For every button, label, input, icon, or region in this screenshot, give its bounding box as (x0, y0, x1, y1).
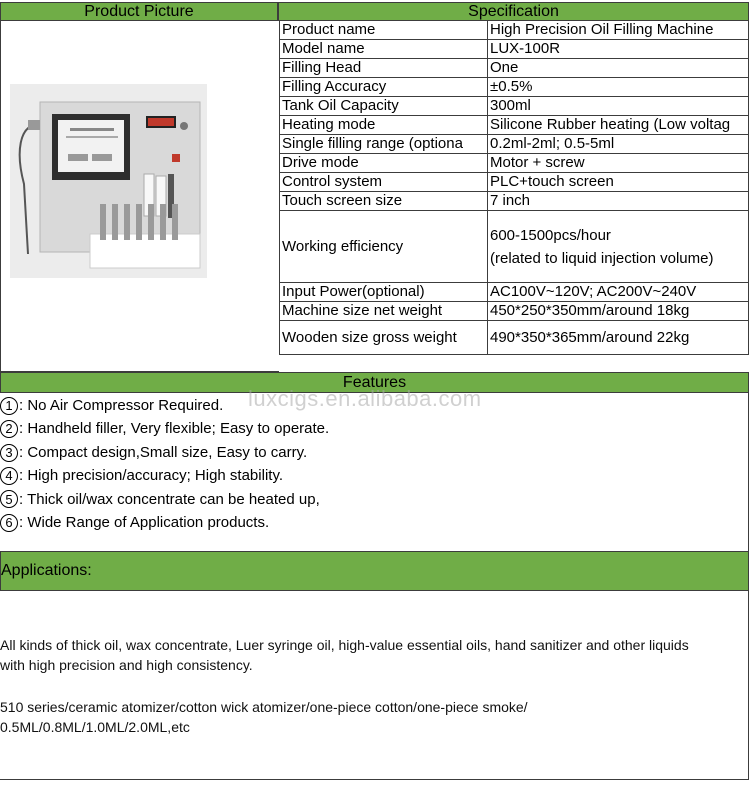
spec-value: ±0.5% (488, 78, 749, 97)
applications-header (0, 551, 749, 591)
feature-text: : Compact design,Small size, Easy to carry. (19, 443, 308, 461)
product-photo (10, 84, 207, 278)
number-circle-icon: 3 (0, 444, 18, 462)
feature-item (0, 441, 749, 464)
feature-text: : Handheld filler, Very flexible; Easy to operate. (19, 420, 330, 438)
spec-value: PLC+touch screen (488, 173, 749, 192)
spec-row (280, 116, 749, 135)
spec-row (280, 21, 749, 40)
spec-value: Silicone Rubber heating (Low voltag (488, 116, 749, 135)
spec-label: Drive mode (280, 154, 488, 173)
spec-label: Filling Accuracy (280, 78, 488, 97)
spec-row (280, 154, 749, 173)
spec-row (280, 135, 749, 154)
spec-label: Model name (280, 40, 488, 59)
spec-label: Wooden size gross weight (280, 321, 488, 355)
feature-text: : Wide Range of Application products. (19, 514, 270, 532)
spec-value: High Precision Oil Filling Machine (488, 21, 749, 40)
spec-label: Machine size net weight (280, 302, 488, 321)
specification-title: Specification (468, 2, 559, 20)
spec-value: Motor + screw (488, 154, 749, 173)
spec-row (280, 173, 749, 192)
spec-label: Control system (280, 173, 488, 192)
application-text: 510 series/ceramic atomizer/cotton wick atomizer/one-piece cotton/one-piece smoke/ (0, 699, 528, 715)
applications-title: Applications: (1, 562, 92, 579)
specification-table (279, 20, 749, 355)
spec-label: Input Power(optional) (280, 283, 488, 302)
spec-value: One (488, 59, 749, 78)
watermark: luxcigs.en.alibaba.com (248, 386, 482, 411)
spec-row (280, 211, 749, 283)
number-circle-icon: 4 (0, 467, 18, 485)
spec-value: 7 inch (488, 192, 749, 211)
spec-value: 600-1500pcs/hour (490, 226, 611, 244)
spec-label: Single filling range (optiona (280, 135, 488, 154)
features-title: Features (342, 373, 407, 391)
number-circle-icon: 1 (0, 397, 18, 415)
application-text: with high precision and high consistency. (0, 657, 253, 673)
feature-text: : No Air Compressor Required. (19, 397, 224, 414)
spec-value: 490*350*365mm/around 22kg (488, 321, 749, 355)
spec-label: Touch screen size (280, 192, 488, 211)
feature-item (0, 394, 749, 417)
product-picture-header (0, 2, 278, 21)
features-list (0, 394, 749, 534)
spec-value: AC100V~120V; AC200V~240V (488, 283, 749, 302)
spec-row (280, 40, 749, 59)
product-picture-title: Product Picture (84, 2, 194, 20)
spec-value-multiline (488, 211, 749, 283)
feature-text: : High precision/accuracy; High stability. (19, 467, 283, 485)
number-circle-icon: 2 (0, 420, 18, 438)
spec-row (280, 283, 749, 302)
spec-label: Product name (280, 21, 488, 40)
spec-row (280, 192, 749, 211)
feature-text: : Thick oil/wax concentrate can be heated up, (19, 490, 320, 508)
spec-row (280, 302, 749, 321)
spec-label: Working efficiency (280, 211, 488, 283)
number-circle-icon: 5 (0, 490, 18, 508)
feature-item (0, 488, 749, 511)
spec-row (280, 321, 749, 355)
applications-body (0, 591, 749, 780)
spec-label: Heating mode (280, 116, 488, 135)
spec-row (280, 78, 749, 97)
feature-item (0, 511, 749, 534)
spec-value: 0.2ml-2ml; 0.5-5ml (488, 135, 749, 154)
number-circle-icon: 6 (0, 514, 18, 532)
spec-row (280, 59, 749, 78)
spec-label: Tank Oil Capacity (280, 97, 488, 116)
spec-value: 300ml (488, 97, 749, 116)
spec-value: LUX-100R (488, 40, 749, 59)
spec-value-note: (related to liquid injection volume) (490, 249, 714, 267)
features-border (748, 393, 749, 551)
spec-label: Filling Head (280, 59, 488, 78)
feature-item (0, 464, 749, 487)
spec-row (280, 97, 749, 116)
application-text: 0.5ML/0.8ML/1.0ML/2.0ML,etc (0, 719, 190, 735)
filling-machine-image (10, 84, 207, 278)
specification-header (278, 2, 749, 21)
spec-value: 450*250*350mm/around 18kg (488, 302, 749, 321)
application-text: All kinds of thick oil, wax concentrate, Luer syringe oil, high-value essential oils, hand sanitizer and other liquids (0, 637, 689, 653)
feature-item (0, 417, 749, 440)
